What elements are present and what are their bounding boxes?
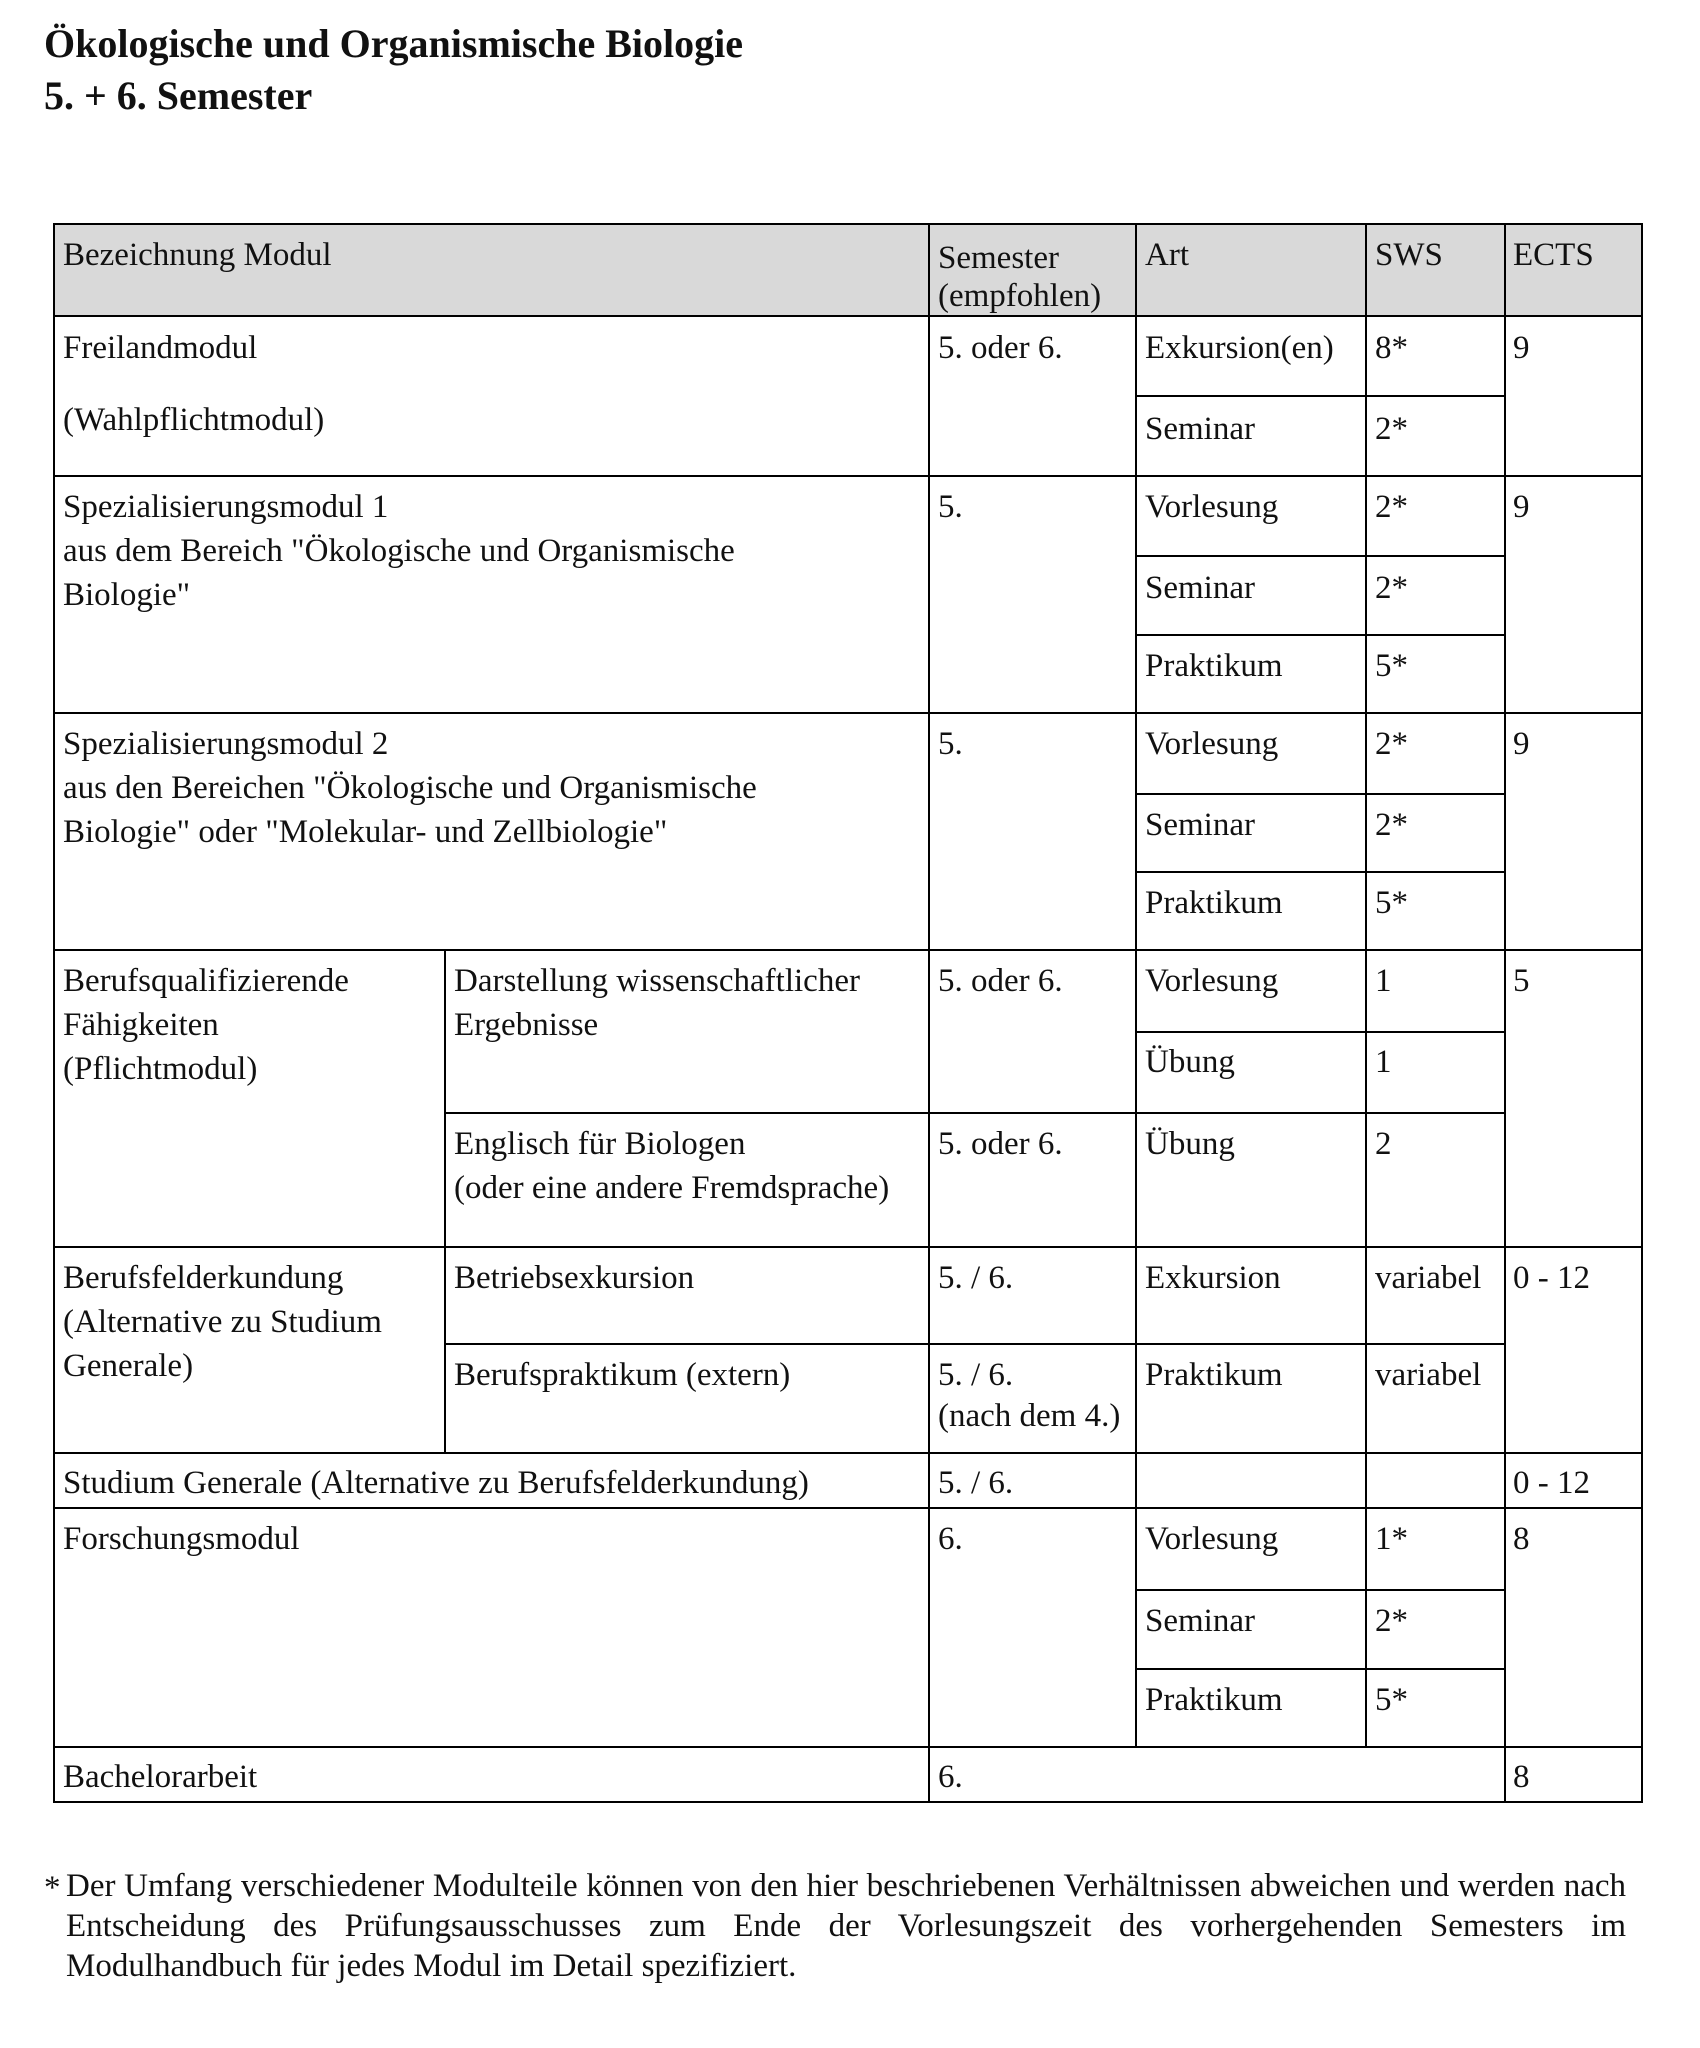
column-separator [444, 949, 446, 1453]
part-art: Praktikum [1145, 1357, 1283, 1393]
submodule-name: (oder eine andere Fremdsprache) [454, 1170, 890, 1206]
submodule-semester: 5. / 6. [938, 1357, 1014, 1393]
column-separator [928, 223, 930, 1803]
title-line-2: 5. + 6. Semester [44, 73, 313, 118]
row-separator [53, 1246, 1643, 1248]
submodule-semester: 5. / 6. [938, 1260, 1014, 1296]
part-art: Seminar [1145, 570, 1255, 606]
part-sws: 1 [1375, 963, 1392, 999]
module-ects: 9 [1513, 489, 1530, 525]
part-sws: 5* [1375, 1682, 1408, 1718]
part-art: Seminar [1145, 807, 1255, 843]
row-separator [53, 1507, 1643, 1509]
footnote [44, 1866, 1626, 1986]
module-name: aus den Bereichen "Ökologische und Organismische [63, 770, 757, 806]
part-art: Seminar [1145, 411, 1255, 447]
part-sws: 8* [1375, 330, 1408, 366]
row-separator [1135, 1668, 1506, 1670]
footnote-marker: * [44, 1870, 61, 1906]
module-name: Freilandmodul [63, 330, 258, 366]
column-separator [1365, 223, 1367, 1508]
header-sws: SWS [1375, 237, 1443, 273]
row-separator [1135, 1031, 1506, 1033]
part-sws: 2 [1375, 1126, 1392, 1162]
header-modul: Bezeichnung Modul [63, 237, 332, 273]
module-name: Spezialisierungsmodul 2 [63, 726, 389, 762]
row-separator [1135, 395, 1506, 397]
row-separator [1135, 793, 1506, 795]
module-name: Fähigkeiten [63, 1007, 219, 1043]
part-sws: 5* [1375, 648, 1408, 684]
module-semester: 5. / 6. [938, 1465, 1014, 1501]
column-separator [1504, 223, 1506, 1803]
header-semester: Semester [938, 240, 1059, 276]
module-name: Studium Generale (Alternative zu Berufsfelderkundung) [63, 1465, 809, 1501]
module-name: Biologie" [63, 577, 191, 613]
module-name: Forschungsmodul [63, 1521, 300, 1557]
footnote-text: Der Umfang verschiedener Modulteile können von den hier beschriebenen Verhältnissen abweichen und werden nach Entscheidung des Prüfungsausschusses zum Ende der Vorlesungszeit des vorhergehenden Semesters im Modulhandbuch für jedes Modul im Detail spezifiziert. [66, 1868, 1626, 1984]
column-separator [1365, 1507, 1367, 1748]
part-sws: 1* [1375, 1521, 1408, 1557]
module-name: (Pflichtmodul) [63, 1051, 258, 1087]
module-semester: 5. [938, 726, 963, 762]
module-ects: 9 [1513, 726, 1530, 762]
row-separator [53, 1452, 1643, 1454]
part-art: Vorlesung [1145, 963, 1279, 999]
submodule-name: Berufspraktikum (extern) [454, 1357, 791, 1393]
submodule-semester: 5. oder 6. [938, 963, 1063, 999]
part-sws: variabel [1375, 1260, 1482, 1296]
row-separator [444, 1112, 1506, 1114]
part-art: Vorlesung [1145, 489, 1279, 525]
table-border-right [1641, 223, 1643, 1803]
module-ects: 8 [1513, 1521, 1530, 1557]
part-sws: 2* [1375, 1603, 1408, 1639]
module-semester: 6. [938, 1521, 963, 1557]
module-name: (Alternative zu Studium [63, 1304, 382, 1340]
row-separator [53, 712, 1643, 714]
column-separator [1135, 223, 1137, 1508]
module-name: aus dem Bereich "Ökologische und Organismische [63, 533, 735, 569]
module-semester: 6. [938, 1759, 963, 1795]
part-sws: 1 [1375, 1044, 1392, 1080]
module-ects: 8 [1513, 1759, 1530, 1795]
submodule-name: Darstellung wissenschaftlicher [454, 963, 860, 999]
row-separator [1135, 1589, 1506, 1591]
part-sws: 2* [1375, 807, 1408, 843]
part-art: Exkursion(en) [1145, 330, 1334, 366]
table-border-top [53, 223, 1643, 225]
part-art: Vorlesung [1145, 726, 1279, 762]
module-semester: 5. [938, 489, 963, 525]
table-border-bottom [53, 1801, 1643, 1803]
module-name: (Wahlpflichtmodul) [63, 402, 325, 438]
part-sws: variabel [1375, 1357, 1482, 1393]
module-ects: 0 - 12 [1513, 1260, 1590, 1296]
row-separator [53, 475, 1643, 477]
submodule-name: Ergebnisse [454, 1007, 599, 1043]
table-border-left [53, 223, 55, 1803]
row-separator [1135, 871, 1506, 873]
row-separator [53, 1746, 1643, 1748]
module-name: Spezialisierungsmodul 1 [63, 489, 389, 525]
header-ects: ECTS [1513, 237, 1594, 273]
submodule-name: Englisch für Biologen [454, 1126, 746, 1162]
submodule-name: Betriebsexkursion [454, 1260, 695, 1296]
part-art: Seminar [1145, 1603, 1255, 1639]
part-sws: 5* [1375, 885, 1408, 921]
part-sws: 2* [1375, 489, 1408, 525]
module-name: Generale) [63, 1348, 194, 1384]
module-name: Berufsqualifizierende [63, 963, 349, 999]
row-separator [1135, 634, 1506, 636]
module-ects: 0 - 12 [1513, 1465, 1590, 1501]
part-art: Übung [1145, 1126, 1235, 1162]
part-sws: 2* [1375, 726, 1408, 762]
row-separator [444, 1343, 1506, 1345]
module-ects: 5 [1513, 963, 1530, 999]
module-name: Berufsfelderkundung [63, 1260, 344, 1296]
header-separator [53, 315, 1643, 317]
submodule-semester: (nach dem 4.) [938, 1398, 1121, 1434]
module-name: Biologie" oder "Molekular- und Zellbiologie" [63, 814, 668, 850]
row-separator [53, 949, 1643, 951]
part-art: Praktikum [1145, 885, 1283, 921]
part-sws: 2* [1375, 411, 1408, 447]
column-separator [1135, 1507, 1137, 1748]
part-art: Übung [1145, 1044, 1235, 1080]
module-name: Bachelorarbeit [63, 1759, 258, 1795]
part-art: Vorlesung [1145, 1521, 1279, 1557]
part-art: Exkursion [1145, 1260, 1281, 1296]
part-art: Praktikum [1145, 1682, 1283, 1718]
header-semester-sub: (empfohlen) [938, 278, 1102, 314]
module-ects: 9 [1513, 330, 1530, 366]
part-art: Praktikum [1145, 648, 1283, 684]
header-art: Art [1145, 237, 1189, 273]
part-sws: 2* [1375, 570, 1408, 606]
submodule-semester: 5. oder 6. [938, 1126, 1063, 1162]
title-line-1: Ökologische und Organismische Biologie [44, 21, 743, 66]
module-semester: 5. oder 6. [938, 330, 1063, 366]
row-separator [1135, 555, 1506, 557]
